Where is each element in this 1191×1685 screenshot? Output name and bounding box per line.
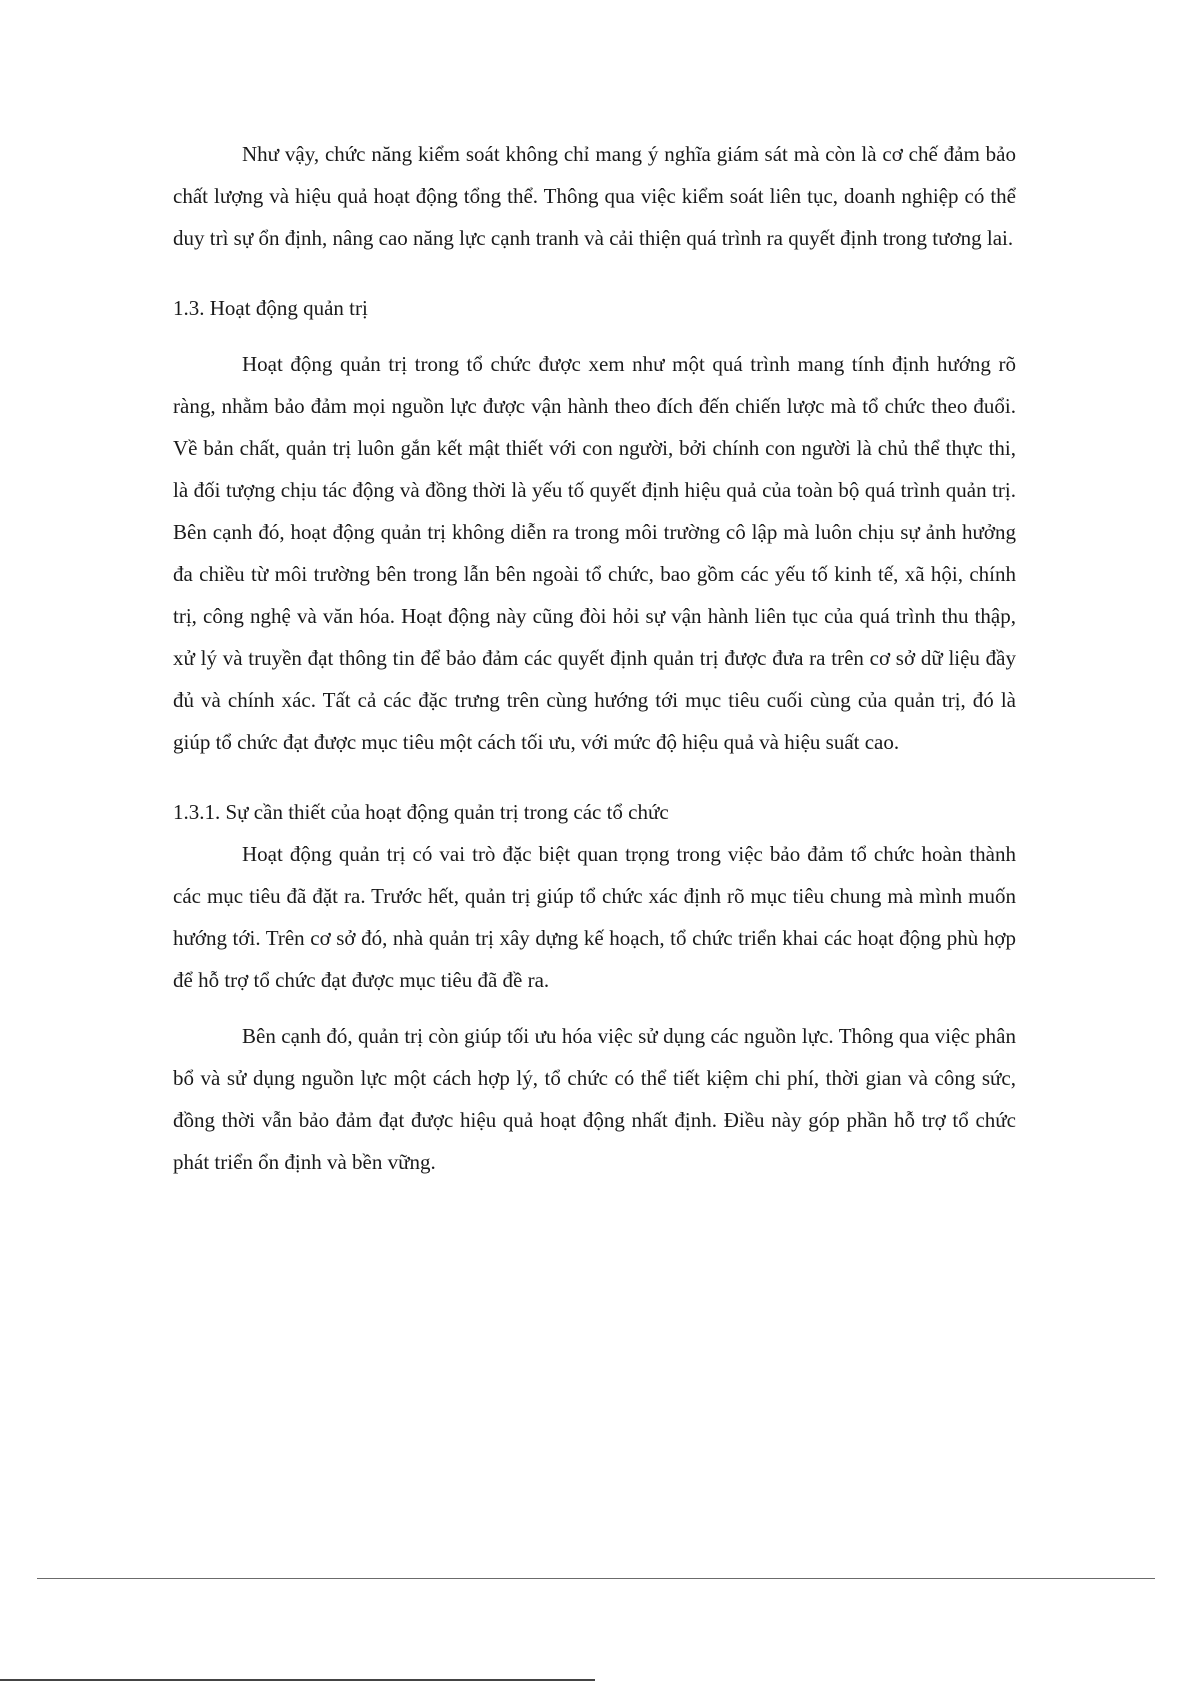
paragraph-control-summary: Như vậy, chức năng kiểm soát không chỉ mang ý nghĩa giám sát mà còn là cơ chế đảm bảo chất lượng và hiệu quả hoạt động tổng thể. Thông qua việc kiểm soát liên tục, doanh nghiệp có thể duy trì sự ổn định, nâng cao năng lực cạnh tranh và cải thiện quá trình ra quyết định trong tương lai. <box>173 142 1016 250</box>
paragraph-necessity-goals: Hoạt động quản trị có vai trò đặc biệt quan trọng trong việc bảo đảm tổ chức hoàn thành các mục tiêu đã đặt ra. Trước hết, quản trị giúp tổ chức xác định rõ mục tiêu chung mà mình muốn hướng tới. Trên cơ sở đó, nhà quản trị xây dựng kế hoạch, tổ chức triển khai các hoạt động phù hợp để hỗ trợ tổ chức đạt được mục tiêu đã đề ra. <box>173 842 1016 992</box>
paragraph-resource-optimization: Bên cạnh đó, quản trị còn giúp tối ưu hóa việc sử dụng các nguồn lực. Thông qua việc phân bổ và sử dụng nguồn lực một cách hợp lý, tổ chức có thể tiết kiệm chi phí, thời gian và công sức, đồng thời vẫn bảo đảm đạt được hiệu quả hoạt động nhất định. Điều này góp phần hỗ trợ tổ chức phát triển ổn định và bền vững. <box>173 1024 1016 1174</box>
document-body <box>173 133 1016 1183</box>
page-bottom-divider <box>37 1578 1155 1579</box>
paragraph-management-activity: Hoạt động quản trị trong tổ chức được xem như một quá trình mang tính định hướng rõ ràng, nhằm bảo đảm mọi nguồn lực được vận hành theo đích đến chiến lược mà tổ chức theo đuổi. Về bản chất, quản trị luôn gắn kết mật thiết với con người, bởi chính con người là chủ thể thực thi, là đối tượng chịu tác động và đồng thời là yếu tố quyết định hiệu quả của toàn bộ quá trình quản trị. Bên cạnh đó, hoạt động quản trị không diễn ra trong môi trường cô lập mà luôn chịu sự ảnh hưởng đa chiều từ môi trường bên trong lẫn bên ngoài tổ chức, bao gồm các yếu tố kinh tế, xã hội, chính trị, công nghệ và văn hóa. Hoạt động này cũng đòi hỏi sự vận hành liên tục của quá trình thu thập, xử lý và truyền đạt thông tin để bảo đảm các quyết định quản trị được đưa ra trên cơ sở dữ liệu đầy đủ và chính xác. Tất cả các đặc trưng trên cùng hướng tới mục tiêu cuối cùng của quản trị, đó là giúp tổ chức đạt được mục tiêu một cách tối ưu, với mức độ hiệu quả và hiệu suất cao. <box>173 352 1016 754</box>
section-heading-1-3-1: 1.3.1. Sự cần thiết của hoạt động quản trị trong các tổ chức <box>173 800 669 824</box>
section-heading-1-3: 1.3. Hoạt động quản trị <box>173 296 368 320</box>
footer-divider <box>0 1679 595 1681</box>
